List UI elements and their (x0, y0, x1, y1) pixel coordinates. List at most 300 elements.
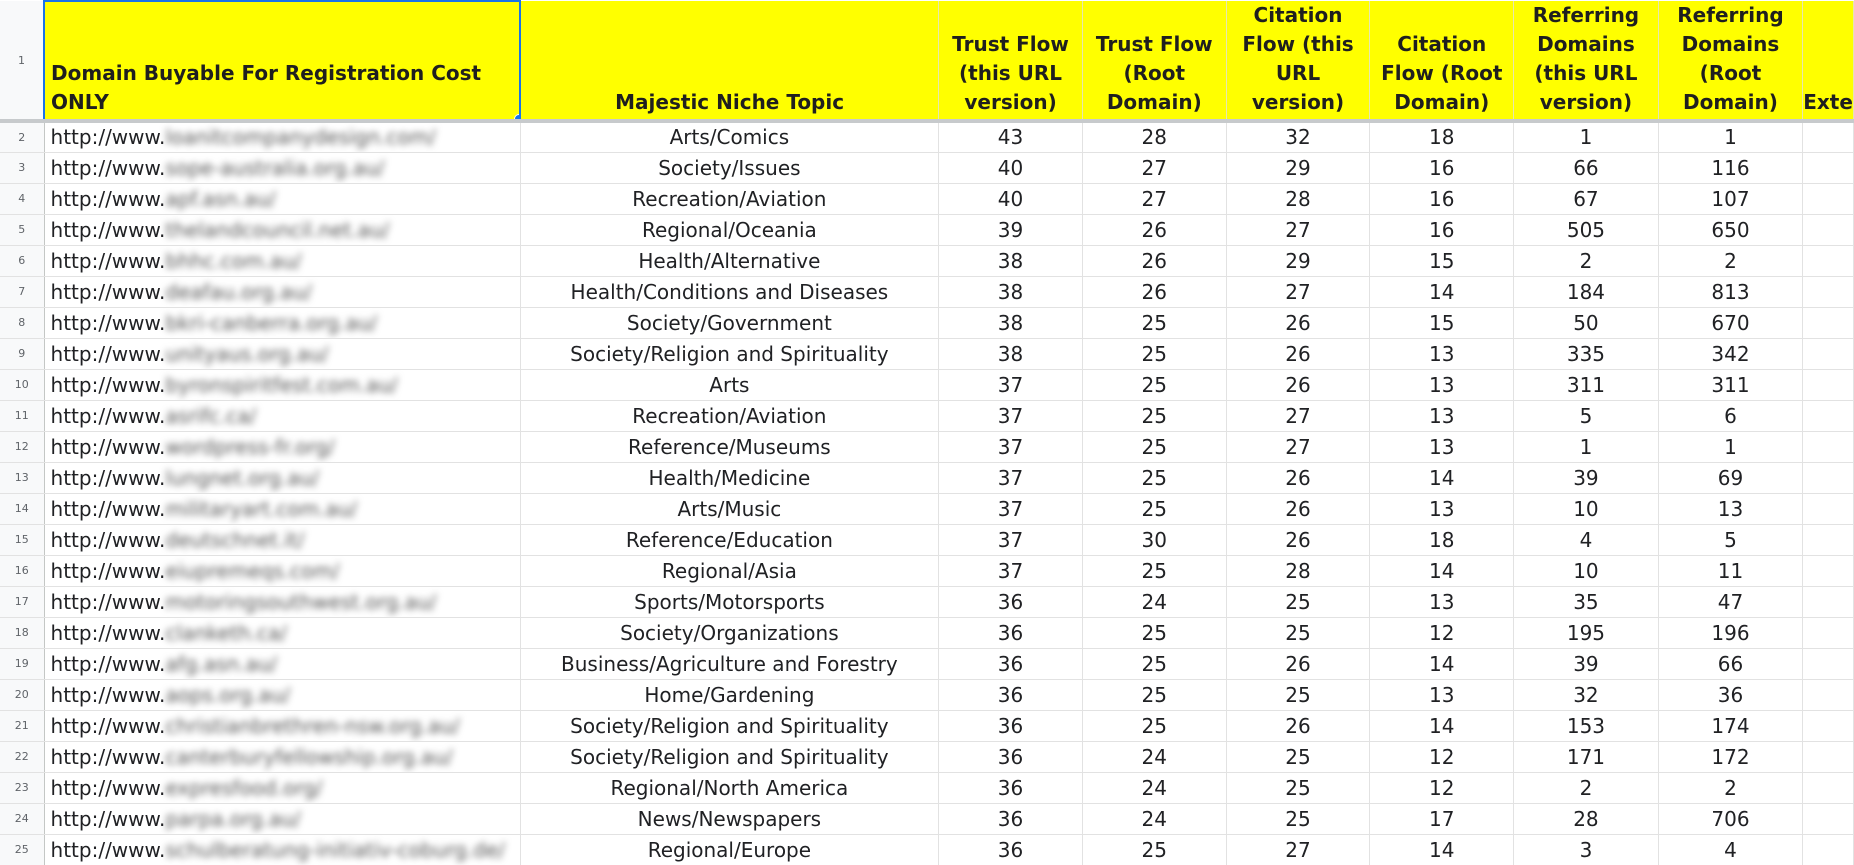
table-row (0, 462, 1854, 493)
empty-cell[interactable] (1803, 431, 1854, 462)
trust-flow-root-cell[interactable]: 24 (1082, 586, 1226, 617)
citation-flow-url-cell[interactable]: 26 (1226, 338, 1370, 369)
trust-flow-url-cell[interactable]: 40 (939, 152, 1083, 183)
niche-topic-cell[interactable]: Regional/Asia (520, 555, 939, 586)
row-number[interactable]: 12 (0, 431, 44, 462)
trust-flow-root-cell[interactable]: 24 (1082, 803, 1226, 834)
url-prefix: http://www. (50, 403, 166, 428)
empty-cell[interactable] (1803, 307, 1854, 338)
trust-flow-url-cell[interactable]: 38 (939, 245, 1083, 276)
domain-cell[interactable] (44, 183, 520, 214)
trust-flow-url-cell[interactable]: 37 (939, 493, 1083, 524)
citation-flow-root-cell[interactable]: 13 (1370, 679, 1514, 710)
referring-domains-url-cell[interactable]: 67 (1514, 183, 1659, 214)
header-label: Citation Flow (Root Domain) (1381, 32, 1503, 114)
url-prefix: http://www. (50, 155, 166, 180)
url-domain-blurred: deutschnet.it/ (165, 527, 305, 552)
citation-flow-url-cell[interactable]: 26 (1226, 524, 1370, 555)
citation-flow-url-cell[interactable]: 26 (1226, 462, 1370, 493)
citation-flow-root-cell[interactable]: 13 (1370, 338, 1514, 369)
referring-domains-root-cell[interactable]: 47 (1658, 586, 1803, 617)
referring-domains-root-cell[interactable]: 706 (1658, 803, 1803, 834)
citation-flow-url-cell[interactable]: 26 (1226, 493, 1370, 524)
trust-flow-root-cell[interactable]: 25 (1082, 431, 1226, 462)
citation-flow-url-cell[interactable]: 32 (1226, 121, 1370, 152)
table-row (0, 245, 1854, 276)
referring-domains-url-cell[interactable]: 335 (1514, 338, 1659, 369)
niche-topic-cell[interactable]: Health/Conditions and Diseases (520, 276, 939, 307)
trust-flow-root-cell[interactable]: 25 (1082, 679, 1226, 710)
referring-domains-url-cell[interactable]: 2 (1514, 245, 1659, 276)
trust-flow-url-cell[interactable]: 36 (939, 772, 1083, 803)
url-prefix: http://www. (50, 434, 166, 459)
niche-topic-cell[interactable]: Arts (520, 369, 939, 400)
trust-flow-root-cell[interactable]: 26 (1082, 276, 1226, 307)
citation-flow-root-cell[interactable]: 12 (1370, 772, 1514, 803)
referring-domains-root-cell[interactable]: 311 (1658, 369, 1803, 400)
table-row (0, 710, 1854, 741)
domain-cell[interactable] (44, 679, 520, 710)
url-prefix: http://www. (50, 589, 166, 614)
table-row (0, 803, 1854, 834)
referring-domains-url-cell[interactable]: 39 (1514, 462, 1659, 493)
empty-cell[interactable] (1803, 369, 1854, 400)
referring-domains-root-cell[interactable]: 36 (1658, 679, 1803, 710)
selection-fill-handle[interactable] (514, 114, 520, 121)
row-number[interactable]: 1 (0, 1, 44, 121)
trust-flow-url-cell[interactable]: 36 (939, 617, 1083, 648)
trust-flow-root-cell[interactable]: 25 (1082, 555, 1226, 586)
empty-cell[interactable] (1803, 803, 1854, 834)
referring-domains-url-cell[interactable]: 2 (1514, 772, 1659, 803)
url-domain-blurred: bhhc.com.au/ (165, 248, 302, 273)
trust-flow-url-cell[interactable]: 37 (939, 555, 1083, 586)
url-domain-blurred: aops.org.au/ (165, 682, 291, 707)
table-row (0, 493, 1854, 524)
url-prefix: http://www. (50, 558, 166, 583)
url-domain-blurred: schulberatung-initiativ-coburg.de/ (165, 837, 505, 862)
domain-cell[interactable] (44, 245, 520, 276)
empty-cell[interactable] (1803, 338, 1854, 369)
url-prefix: http://www. (50, 186, 166, 211)
niche-topic-cell[interactable]: Society/Religion and Spirituality (520, 710, 939, 741)
citation-flow-root-cell[interactable]: 13 (1370, 400, 1514, 431)
url-domain-blurred: asrifc.ca/ (165, 403, 257, 428)
citation-flow-root-cell[interactable]: 16 (1370, 183, 1514, 214)
empty-cell[interactable] (1803, 400, 1854, 431)
referring-domains-root-cell[interactable]: 6 (1658, 400, 1803, 431)
empty-cell[interactable] (1803, 648, 1854, 679)
url-prefix: http://www. (50, 837, 166, 862)
header-referring-domains-url[interactable] (1514, 1, 1659, 121)
niche-topic-cell[interactable]: Society/Religion and Spirituality (520, 338, 939, 369)
citation-flow-url-cell[interactable]: 27 (1226, 400, 1370, 431)
referring-domains-root-cell[interactable]: 650 (1658, 214, 1803, 245)
niche-topic-cell[interactable]: Society/Religion and Spirituality (520, 741, 939, 772)
header-trust-flow-url[interactable] (939, 1, 1083, 121)
row-number[interactable]: 13 (0, 462, 44, 493)
header-label: Trust Flow (Root Domain) (1095, 32, 1213, 114)
niche-topic-cell[interactable]: Health/Alternative (520, 245, 939, 276)
row-number[interactable]: 14 (0, 493, 44, 524)
referring-domains-url-cell[interactable]: 1 (1514, 121, 1659, 152)
trust-flow-url-cell[interactable]: 36 (939, 834, 1083, 865)
referring-domains-url-cell[interactable]: 39 (1514, 648, 1659, 679)
niche-topic-cell[interactable]: Reference/Museums (520, 431, 939, 462)
trust-flow-url-cell[interactable]: 39 (939, 214, 1083, 245)
citation-flow-url-cell[interactable]: 27 (1226, 431, 1370, 462)
referring-domains-url-cell[interactable]: 153 (1514, 710, 1659, 741)
citation-flow-url-cell[interactable]: 26 (1226, 710, 1370, 741)
referring-domains-url-cell[interactable]: 50 (1514, 307, 1659, 338)
table-row (0, 741, 1854, 772)
table-row (0, 834, 1854, 865)
header-citation-flow-url[interactable] (1226, 1, 1370, 121)
empty-cell[interactable] (1803, 183, 1854, 214)
empty-cell[interactable] (1803, 555, 1854, 586)
trust-flow-url-cell[interactable]: 37 (939, 462, 1083, 493)
header-label: Domain Buyable For Registration Cost ONLY (51, 61, 482, 114)
url-domain-blurred: canterburyfellowship.org.au/ (165, 744, 453, 769)
niche-topic-cell[interactable]: Recreation/Aviation (520, 183, 939, 214)
empty-cell[interactable] (1803, 834, 1854, 865)
row-number[interactable]: 5 (0, 214, 44, 245)
niche-topic-cell[interactable]: Reference/Education (520, 524, 939, 555)
citation-flow-root-cell[interactable]: 13 (1370, 431, 1514, 462)
header-trust-flow-root[interactable] (1082, 1, 1226, 121)
referring-domains-root-cell[interactable]: 196 (1658, 617, 1803, 648)
empty-cell[interactable] (1803, 276, 1854, 307)
domain-cell[interactable] (44, 586, 520, 617)
row-number[interactable]: 24 (0, 803, 44, 834)
table-row (0, 121, 1854, 152)
empty-cell[interactable] (1803, 524, 1854, 555)
niche-topic-cell[interactable]: News/Newspapers (520, 803, 939, 834)
url-domain-blurred: byronspiritfest.com.au/ (165, 372, 398, 397)
citation-flow-url-cell[interactable]: 25 (1226, 741, 1370, 772)
citation-flow-root-cell[interactable]: 13 (1370, 369, 1514, 400)
url-domain-blurred: bkri-canberra.org.au/ (165, 310, 378, 335)
row-number[interactable]: 8 (0, 307, 44, 338)
empty-cell[interactable] (1803, 245, 1854, 276)
referring-domains-root-cell[interactable]: 172 (1658, 741, 1803, 772)
trust-flow-url-cell[interactable]: 38 (939, 276, 1083, 307)
trust-flow-url-cell[interactable]: 36 (939, 586, 1083, 617)
citation-flow-root-cell[interactable]: 14 (1370, 276, 1514, 307)
domain-cell[interactable] (44, 710, 520, 741)
row-number[interactable]: 7 (0, 276, 44, 307)
niche-topic-cell[interactable]: Arts/Comics (520, 121, 939, 152)
niche-topic-cell[interactable]: Recreation/Aviation (520, 400, 939, 431)
url-prefix: http://www. (50, 713, 166, 738)
row-number[interactable]: 2 (0, 121, 44, 152)
citation-flow-url-cell[interactable]: 27 (1226, 214, 1370, 245)
niche-topic-cell[interactable]: Society/Issues (520, 152, 939, 183)
url-domain-blurred: expresfood.org/ (165, 775, 323, 800)
niche-topic-cell[interactable]: Business/Agriculture and Forestry (520, 648, 939, 679)
empty-cell[interactable] (1803, 772, 1854, 803)
trust-flow-root-cell[interactable]: 25 (1082, 338, 1226, 369)
row-number[interactable]: 18 (0, 617, 44, 648)
referring-domains-root-cell[interactable]: 107 (1658, 183, 1803, 214)
referring-domains-url-cell[interactable]: 3 (1514, 834, 1659, 865)
citation-flow-root-cell[interactable]: 14 (1370, 462, 1514, 493)
trust-flow-root-cell[interactable]: 25 (1082, 710, 1226, 741)
citation-flow-root-cell[interactable]: 12 (1370, 741, 1514, 772)
referring-domains-root-cell[interactable]: 2 (1658, 772, 1803, 803)
domain-cell[interactable] (44, 648, 520, 679)
referring-domains-url-cell[interactable]: 66 (1514, 152, 1659, 183)
referring-domains-url-cell[interactable]: 10 (1514, 555, 1659, 586)
referring-domains-url-cell[interactable]: 1 (1514, 431, 1659, 462)
table-row (0, 586, 1854, 617)
domain-cell[interactable] (44, 307, 520, 338)
trust-flow-root-cell[interactable]: 26 (1082, 245, 1226, 276)
header-niche-topic[interactable] (520, 1, 939, 121)
niche-topic-cell[interactable]: Sports/Motorsports (520, 586, 939, 617)
trust-flow-url-cell[interactable]: 37 (939, 431, 1083, 462)
citation-flow-url-cell[interactable]: 28 (1226, 555, 1370, 586)
referring-domains-root-cell[interactable]: 342 (1658, 338, 1803, 369)
domain-cell[interactable] (44, 741, 520, 772)
niche-topic-cell[interactable]: Health/Medicine (520, 462, 939, 493)
domain-cell[interactable] (44, 617, 520, 648)
referring-domains-url-cell[interactable]: 10 (1514, 493, 1659, 524)
citation-flow-url-cell[interactable]: 29 (1226, 152, 1370, 183)
niche-topic-cell[interactable]: Society/Organizations (520, 617, 939, 648)
citation-flow-url-cell[interactable]: 25 (1226, 803, 1370, 834)
niche-topic-cell[interactable]: Arts/Music (520, 493, 939, 524)
header-domain[interactable] (44, 1, 520, 121)
domain-cell[interactable] (44, 338, 520, 369)
trust-flow-root-cell[interactable]: 25 (1082, 493, 1226, 524)
referring-domains-url-cell[interactable]: 4 (1514, 524, 1659, 555)
empty-cell[interactable] (1803, 617, 1854, 648)
trust-flow-url-cell[interactable]: 43 (939, 121, 1083, 152)
referring-domains-url-cell[interactable]: 505 (1514, 214, 1659, 245)
header-next-column[interactable] (1803, 1, 1854, 121)
trust-flow-root-cell[interactable]: 25 (1082, 307, 1226, 338)
row-number[interactable]: 15 (0, 524, 44, 555)
niche-topic-cell[interactable]: Home/Gardening (520, 679, 939, 710)
header-referring-domains-root[interactable] (1658, 1, 1803, 121)
domain-cell[interactable] (44, 400, 520, 431)
domain-cell[interactable] (44, 493, 520, 524)
trust-flow-url-cell[interactable]: 36 (939, 741, 1083, 772)
empty-cell[interactable] (1803, 493, 1854, 524)
url-domain-blurred: christianbrethren-nsw.org.au/ (165, 713, 460, 738)
url-prefix: http://www. (50, 806, 166, 831)
empty-cell[interactable] (1803, 121, 1854, 152)
citation-flow-root-cell[interactable]: 13 (1370, 586, 1514, 617)
citation-flow-url-cell[interactable]: 26 (1226, 307, 1370, 338)
url-prefix: http://www. (50, 744, 166, 769)
table-row (0, 152, 1854, 183)
row-number[interactable]: 4 (0, 183, 44, 214)
trust-flow-root-cell[interactable]: 27 (1082, 183, 1226, 214)
citation-flow-root-cell[interactable]: 14 (1370, 834, 1514, 865)
row-number[interactable]: 9 (0, 338, 44, 369)
referring-domains-url-cell[interactable]: 311 (1514, 369, 1659, 400)
url-prefix: http://www. (50, 682, 166, 707)
url-prefix: http://www. (50, 651, 166, 676)
citation-flow-url-cell[interactable]: 28 (1226, 183, 1370, 214)
trust-flow-root-cell[interactable]: 25 (1082, 369, 1226, 400)
trust-flow-url-cell[interactable]: 36 (939, 803, 1083, 834)
table-row (0, 276, 1854, 307)
url-domain-blurred: thelandcouncil.net.au/ (165, 217, 390, 242)
table-row (0, 369, 1854, 400)
trust-flow-url-cell[interactable]: 36 (939, 648, 1083, 679)
row-number[interactable]: 25 (0, 834, 44, 865)
citation-flow-root-cell[interactable]: 16 (1370, 152, 1514, 183)
empty-cell[interactable] (1803, 152, 1854, 183)
referring-domains-root-cell[interactable]: 13 (1658, 493, 1803, 524)
niche-topic-cell[interactable]: Regional/Oceania (520, 214, 939, 245)
empty-cell[interactable] (1803, 586, 1854, 617)
header-label: Trust Flow (this URL version) (952, 32, 1069, 114)
citation-flow-url-cell[interactable]: 25 (1226, 586, 1370, 617)
referring-domains-root-cell[interactable]: 66 (1658, 648, 1803, 679)
table-row (0, 338, 1854, 369)
referring-domains-root-cell[interactable]: 5 (1658, 524, 1803, 555)
trust-flow-root-cell[interactable]: 24 (1082, 741, 1226, 772)
row-number[interactable]: 22 (0, 741, 44, 772)
trust-flow-root-cell[interactable]: 25 (1082, 400, 1226, 431)
referring-domains-url-cell[interactable]: 35 (1514, 586, 1659, 617)
row-number[interactable]: 10 (0, 369, 44, 400)
row-number[interactable]: 23 (0, 772, 44, 803)
citation-flow-url-cell[interactable]: 29 (1226, 245, 1370, 276)
referring-domains-root-cell[interactable]: 4 (1658, 834, 1803, 865)
niche-topic-cell[interactable]: Regional/North America (520, 772, 939, 803)
trust-flow-root-cell[interactable]: 26 (1082, 214, 1226, 245)
empty-cell[interactable] (1803, 679, 1854, 710)
url-domain-blurred: wordpress-fr.org/ (165, 434, 335, 459)
trust-flow-url-cell[interactable]: 37 (939, 524, 1083, 555)
url-domain-blurred: afg.asn.au/ (165, 651, 278, 676)
trust-flow-root-cell[interactable]: 30 (1082, 524, 1226, 555)
citation-flow-root-cell[interactable]: 17 (1370, 803, 1514, 834)
referring-domains-url-cell[interactable]: 32 (1514, 679, 1659, 710)
citation-flow-root-cell[interactable]: 15 (1370, 307, 1514, 338)
domain-cell[interactable] (44, 524, 520, 555)
row-number[interactable]: 6 (0, 245, 44, 276)
trust-flow-url-cell[interactable]: 40 (939, 183, 1083, 214)
referring-domains-root-cell[interactable]: 1 (1658, 121, 1803, 152)
citation-flow-root-cell[interactable]: 13 (1370, 493, 1514, 524)
citation-flow-url-cell[interactable]: 27 (1226, 276, 1370, 307)
row-number[interactable]: 11 (0, 400, 44, 431)
citation-flow-root-cell[interactable]: 14 (1370, 648, 1514, 679)
row-number[interactable]: 3 (0, 152, 44, 183)
empty-cell[interactable] (1803, 462, 1854, 493)
citation-flow-root-cell[interactable]: 18 (1370, 121, 1514, 152)
referring-domains-url-cell[interactable]: 171 (1514, 741, 1659, 772)
domain-cell[interactable] (44, 214, 520, 245)
table-row (0, 679, 1854, 710)
referring-domains-root-cell[interactable]: 1 (1658, 431, 1803, 462)
citation-flow-root-cell[interactable]: 15 (1370, 245, 1514, 276)
row-number[interactable]: 20 (0, 679, 44, 710)
trust-flow-root-cell[interactable]: 24 (1082, 772, 1226, 803)
referring-domains-url-cell[interactable]: 28 (1514, 803, 1659, 834)
referring-domains-url-cell[interactable]: 184 (1514, 276, 1659, 307)
domain-cell[interactable] (44, 276, 520, 307)
citation-flow-url-cell[interactable]: 25 (1226, 617, 1370, 648)
referring-domains-url-cell[interactable]: 5 (1514, 400, 1659, 431)
header-citation-flow-root[interactable] (1370, 1, 1514, 121)
citation-flow-root-cell[interactable]: 16 (1370, 214, 1514, 245)
trust-flow-root-cell[interactable]: 25 (1082, 617, 1226, 648)
row-number[interactable]: 16 (0, 555, 44, 586)
citation-flow-url-cell[interactable]: 25 (1226, 679, 1370, 710)
citation-flow-root-cell[interactable]: 14 (1370, 710, 1514, 741)
referring-domains-url-cell[interactable]: 195 (1514, 617, 1659, 648)
referring-domains-root-cell[interactable]: 116 (1658, 152, 1803, 183)
referring-domains-root-cell[interactable]: 813 (1658, 276, 1803, 307)
citation-flow-url-cell[interactable]: 26 (1226, 648, 1370, 679)
trust-flow-url-cell[interactable]: 37 (939, 369, 1083, 400)
row-number[interactable]: 17 (0, 586, 44, 617)
referring-domains-root-cell[interactable]: 69 (1658, 462, 1803, 493)
citation-flow-url-cell[interactable]: 27 (1226, 834, 1370, 865)
domain-cell[interactable] (44, 555, 520, 586)
url-domain-blurred: militaryart.com.au/ (165, 496, 358, 521)
referring-domains-root-cell[interactable]: 670 (1658, 307, 1803, 338)
trust-flow-url-cell[interactable]: 38 (939, 307, 1083, 338)
domain-cell[interactable] (44, 772, 520, 803)
domain-cell[interactable] (44, 121, 520, 152)
citation-flow-url-cell[interactable]: 26 (1226, 369, 1370, 400)
row-number[interactable]: 21 (0, 710, 44, 741)
trust-flow-url-cell[interactable]: 38 (939, 338, 1083, 369)
header-label: Citation Flow (this URL version) (1242, 3, 1354, 114)
domain-cell[interactable] (44, 369, 520, 400)
referring-domains-root-cell[interactable]: 2 (1658, 245, 1803, 276)
empty-cell[interactable] (1803, 741, 1854, 772)
table-row (0, 307, 1854, 338)
trust-flow-root-cell[interactable]: 25 (1082, 834, 1226, 865)
niche-topic-cell[interactable]: Society/Government (520, 307, 939, 338)
trust-flow-url-cell[interactable]: 36 (939, 710, 1083, 741)
trust-flow-root-cell[interactable]: 25 (1082, 648, 1226, 679)
citation-flow-root-cell[interactable]: 14 (1370, 555, 1514, 586)
trust-flow-root-cell[interactable]: 28 (1082, 121, 1226, 152)
niche-topic-cell[interactable]: Regional/Europe (520, 834, 939, 865)
citation-flow-root-cell[interactable]: 18 (1370, 524, 1514, 555)
citation-flow-url-cell[interactable]: 25 (1226, 772, 1370, 803)
url-prefix: http://www. (50, 372, 166, 397)
citation-flow-root-cell[interactable]: 12 (1370, 617, 1514, 648)
domain-cell[interactable] (44, 152, 520, 183)
row-number[interactable]: 19 (0, 648, 44, 679)
domain-cell[interactable] (44, 431, 520, 462)
referring-domains-root-cell[interactable]: 11 (1658, 555, 1803, 586)
referring-domains-root-cell[interactable]: 174 (1658, 710, 1803, 741)
trust-flow-url-cell[interactable]: 37 (939, 400, 1083, 431)
trust-flow-root-cell[interactable]: 27 (1082, 152, 1226, 183)
domain-cell[interactable] (44, 834, 520, 865)
trust-flow-root-cell[interactable]: 25 (1082, 462, 1226, 493)
header-row (0, 1, 1854, 121)
empty-cell[interactable] (1803, 710, 1854, 741)
domain-cell[interactable] (44, 462, 520, 493)
url-domain-blurred: clanketh.ca/ (165, 620, 287, 645)
domain-cell[interactable] (44, 803, 520, 834)
trust-flow-url-cell[interactable]: 36 (939, 679, 1083, 710)
empty-cell[interactable] (1803, 214, 1854, 245)
